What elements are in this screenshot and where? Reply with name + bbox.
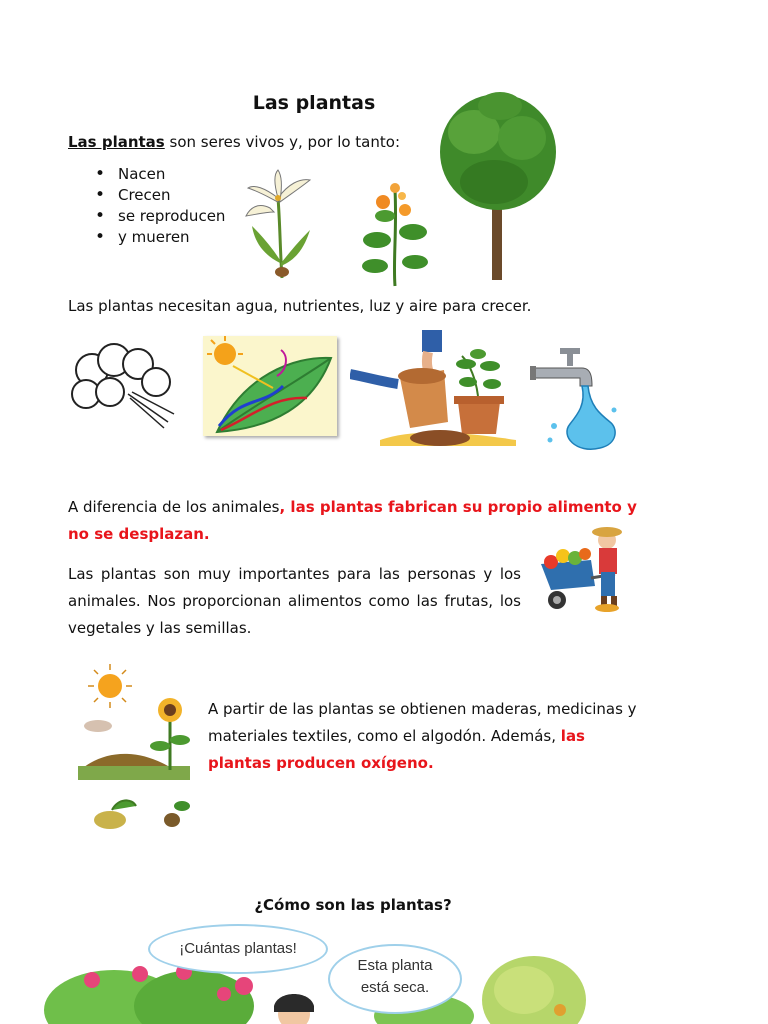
difference-normal: A diferencia de los animales xyxy=(68,498,280,516)
sun-flower-scene-icon xyxy=(72,660,200,836)
speech-bubble-right xyxy=(328,944,462,1014)
list-item: • se reproducen xyxy=(68,206,225,227)
needs-text: Las plantas necesitan agua, nutrientes, luz y aire para crecer. xyxy=(68,297,532,315)
bubble-line-2: está seca. xyxy=(360,979,430,996)
list-item: • Crecen xyxy=(68,185,225,206)
tomato-plant-icon xyxy=(355,180,435,288)
page-title: Las plantas xyxy=(252,92,376,114)
question-heading: ¿Cómo son las plantas? xyxy=(254,896,452,914)
bubble-line-1: Esta planta xyxy=(357,957,433,974)
tree-icon xyxy=(434,92,564,282)
planting-pot-icon xyxy=(350,330,520,452)
intro-line xyxy=(68,129,400,156)
resources-emphasis: las plantas producen oxígeno. xyxy=(208,727,585,772)
speech-bubble-left: ¡Cuántas plantas! xyxy=(148,924,328,974)
water-faucet-icon xyxy=(530,344,622,458)
life-cycle-list xyxy=(68,164,225,248)
wind-cloud-icon xyxy=(68,342,180,432)
difference-emphasis: , las plantas fabrican su propio alimento y no se desplazan. xyxy=(68,498,637,543)
intro-rest: son seres vivos y, por lo tanto: xyxy=(164,133,400,151)
importance-paragraph: Las plantas son muy importantes para las personas y los animales. Nos proporcionan alimentos como las frutas, los vegetales y las semillas. xyxy=(68,565,521,637)
lily-plant-icon xyxy=(240,168,320,280)
photosynthesis-leaf-icon xyxy=(203,336,337,436)
list-item: • Nacen xyxy=(68,164,225,185)
intro-term: Las plantas xyxy=(68,133,165,151)
resources-normal: A partir de las plantas se obtienen maderas, medicinas y materiales textiles, como el algodón. Además, xyxy=(208,700,637,745)
resources-paragraph xyxy=(208,696,648,777)
list-item: • y mueren xyxy=(68,227,225,248)
farmer-wheelbarrow-icon xyxy=(535,520,639,616)
